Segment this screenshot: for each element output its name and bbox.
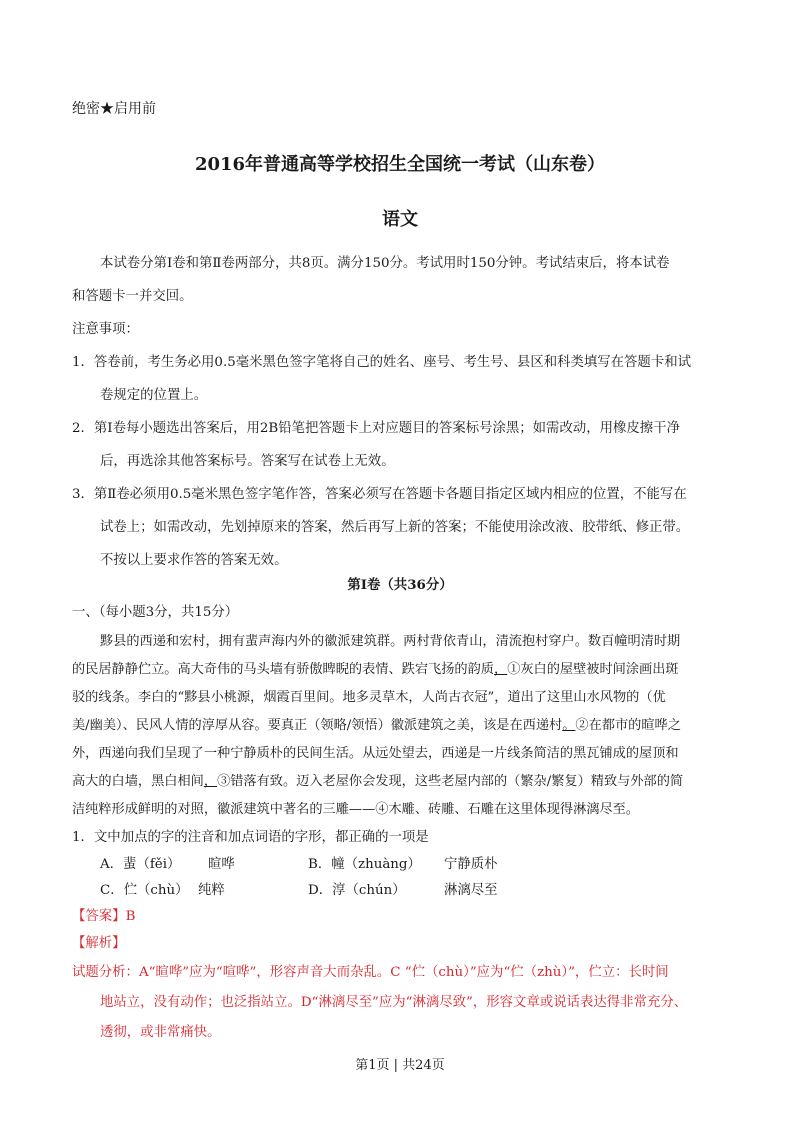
passage-line-4 — [72, 714, 681, 733]
passage-text: ②在都市的暄哗之 — [575, 718, 681, 733]
option-d-label: D．淳（chún） — [308, 883, 406, 898]
passage-underlined-mark: ， — [494, 662, 508, 677]
passage-line-1: 黟县的西递和宏村，拥有蜚声海内外的徽派建筑群。两村背依青山，清流抱村穿户。数百幢明清时期 — [100, 634, 681, 649]
note-1-line-1: 1．答卷前，考生务必用0.5毫米黑色签字笔将自己的姓名、座号、考生号、县区和科类填写在答题卡和试 — [72, 355, 691, 370]
analysis-line-2: 地站立，没有动作；也泛指站立。D“淋漓尽至”应为“淋漓尽致”，形容文章或说话表达得非常充分、 — [100, 995, 688, 1010]
option-b-label: B．幢（zhuàng） — [308, 857, 421, 872]
option-c-label: C．伫（chù） — [100, 883, 189, 898]
option-c-word: 纯粹 — [198, 883, 225, 898]
note-3-line-2: 试卷上；如需改动，先划掉原来的答案，然后再写上新的答案；不能使用涂改液、胶带纸、修正带。 — [100, 520, 690, 535]
section-heading: 第Ⅰ卷（共36分） — [347, 577, 453, 593]
option-a-label: A．蜚（fěi） — [100, 857, 181, 872]
analysis-label: 【解析】 — [72, 936, 126, 951]
option-b-word: 宁静质朴 — [444, 857, 498, 872]
passage-line-7: 洁纯粹形成鲜明的对照，徽派建筑中著名的三雕——④木雕、砖雕、石雕在这里体现得淋漓尽至。 — [72, 802, 640, 817]
part-one-heading: 一、（每小题3分，共15分） — [72, 605, 239, 620]
note-3-line-1: 3．第Ⅱ卷必须用0.5毫米黑色签字笔作答，答案必须写在答题卡各题目指定区域内相应的位置，不能写在 — [72, 487, 687, 502]
passage-line-3: 驳的线条。李白的“黟县小桃源，烟霞百里间。地多灵草木，人尚古衣冠”，道出了这里山水风物的（优 — [72, 690, 666, 705]
analysis-line-1: 试题分析：A“暄哗”应为“喧哗”，形容声音大而杂乱。C “伫（chù）”应为“伫（zhù）”，伫立：长时间 — [72, 965, 669, 980]
answer-label: 【答案】 — [72, 909, 126, 924]
note-3-line-3: 不按以上要求作答的答案无效。 — [100, 553, 288, 568]
option-a-word: 暄哗 — [208, 857, 235, 872]
intro-line-1: 本试卷分第Ⅰ卷和第Ⅱ卷两部分，共8页。满分150分。考试用时150分钟。考试结束后，将本试卷 — [100, 256, 670, 271]
page-footer: 第1页 | 共24页 — [355, 1058, 445, 1073]
note-1-line-2: 卷规定的位置上。 — [100, 388, 208, 403]
passage-text: 美/幽美）、民风人情的淳厚从容。要真正（领略/领悟）徽派建筑之美，该是在西递村 — [72, 718, 563, 733]
answer-value: B — [125, 909, 136, 924]
option-d-word: 淋漓尽至 — [444, 883, 498, 898]
passage-text: ①灰白的屋壁被时间涂画出斑 — [507, 662, 679, 677]
notes-heading: 注意事项： — [72, 322, 139, 337]
question-1-stem: 1．文中加点的字的注音和加点词语的字形，都正确的一项是 — [72, 830, 429, 845]
intro-line-2: 和答题卡一并交回。 — [72, 289, 193, 304]
passage-line-5: 外，西递向我们呈现了一种宁静质朴的民间生活。从远处望去，西递是一片线条简洁的黑瓦铺成的屋顶和 — [72, 746, 679, 761]
note-2-line-2: 后，再选涂其他答案标号。答案写在试卷上无效。 — [100, 454, 395, 469]
confidential-label: 绝密★启用前 — [72, 101, 156, 117]
answer-row — [72, 905, 135, 924]
passage-text: ③错落有致。迈入老屋你会发现，这些老屋内部的（繁杂/繁复）精致与外部的简 — [217, 774, 684, 789]
passage-underlined-mark: ， — [203, 774, 218, 789]
subject-title: 语文 — [382, 209, 418, 230]
passage-line-6 — [72, 770, 683, 789]
exam-title: 2016年普通高等学校招生全国统一考试（山东卷） — [194, 154, 606, 175]
passage-underlined-mark: 。 — [562, 718, 576, 733]
passage-text: 的民居静静伫立。高大奇伟的马头墙有骄傲睥睨的表情、跌宕飞扬的韵质 — [72, 662, 494, 677]
passage-text: 高大的白墙，黑白相间 — [72, 774, 204, 789]
analysis-line-3: 透彻，或非常痛快。 — [100, 1025, 221, 1040]
note-2-line-1: 2．第Ⅰ卷每小题选出答案后，用2B铅笔把答题卡上对应题目的答案标号涂黑；如需改动，用橡皮擦干净 — [72, 421, 680, 436]
passage-line-2 — [72, 658, 679, 677]
